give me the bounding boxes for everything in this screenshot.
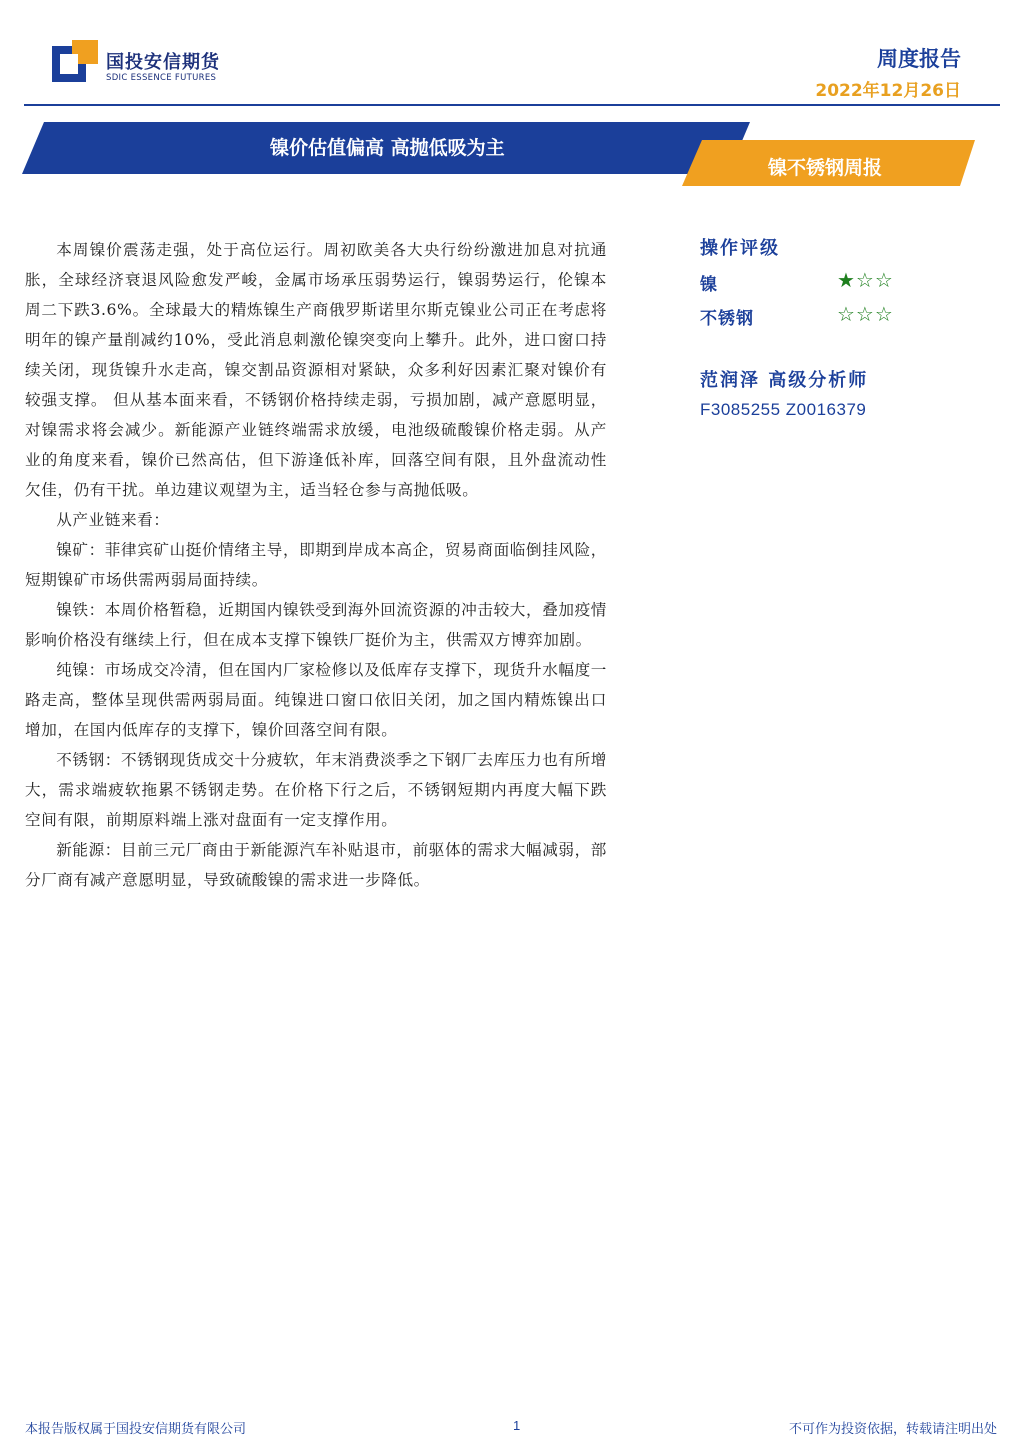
new-energy-paragraph: 新能源：目前三元厂商由于新能源汽车补贴退市，前驱体的需求大幅减弱，部分厂商有减产意愿明显，导致硫酸镍的需求进一步降低。 xyxy=(25,841,607,889)
rating-title: 操作评级 xyxy=(700,238,780,259)
rating-name: 不锈钢 xyxy=(700,309,754,329)
star-rating-icon: ★☆☆ xyxy=(837,268,894,292)
rating-row-nickel xyxy=(700,268,980,302)
company-logo-icon xyxy=(52,40,98,84)
footer-disclaimer: 不可作为投资依据，转载请注明出处 xyxy=(788,1421,997,1436)
header-divider xyxy=(24,104,1000,106)
nickel-ore-paragraph: 镍矿：菲律宾矿山挺价情绪主导，即期到岸成本高企，贸易商面临倒挂风险，短期镍矿市场供需两弱局面持续。 xyxy=(25,541,607,589)
industry-chain-intro: 从产业链来看： xyxy=(56,511,170,529)
page-number: 1 xyxy=(513,1418,521,1433)
rating-sidebar xyxy=(700,234,980,420)
report-date: 2022年12月26日 xyxy=(815,81,961,101)
summary-paragraph: 本周镍价震荡走强，处于高位运行。周初欧美各大央行纷纷激进加息对抗通胀，全球经济衰退风险愈发严峻，金属市场承压弱势运行，镍弱势运行，伦镍本周二下跌3.6%。全球最大的精炼镍生产商俄罗斯诺里尔斯克镍业公司正在考虑将明年的镍产量削减约10%，受此消息刺激伦镍突变向上攀升。此外，进口窗口持续关闭，现货镍升水走高，镍交割品资源相对紧缺，众多利好因素汇聚对镍价有较强支撑。 但从基本面来看，不锈钢价格持续走弱，亏损加剧，减产意愿明显，对镍需求将会减少。新能源产业链终端需求放缓，电池级硫酸镍价格走弱。从产业的角度来看，镍价已然高估，但下游逢低补库，回落空间有限，且外盘流动性欠佳，仍有干扰。单边建议观望为主，适当轻仓参与高抛低吸。 xyxy=(25,241,607,499)
analyst-registration: F3085255 Z0016379 xyxy=(700,400,867,419)
rating-name: 镍 xyxy=(700,275,718,295)
analyst-name: 范润泽 高级分析师 xyxy=(700,370,869,391)
report-body xyxy=(25,235,607,895)
rating-row-stainless xyxy=(700,302,980,336)
pure-nickel-paragraph: 纯镍：市场成交冷清，但在国内厂家检修以及低库存支撑下，现货升水幅度一路走高，整体呈现供需两弱局面。纯镍进口窗口依旧关闭，加之国内精炼镍出口增加，在国内低库存的支撑下，镍价回落空间有限。 xyxy=(25,661,607,739)
star-rating-icon: ☆☆☆ xyxy=(837,302,894,326)
footer-copyright: 本报告版权属于国投安信期货有限公司 xyxy=(25,1421,247,1436)
report-headline: 镍价估值偏高 高抛低吸为主 xyxy=(270,137,505,159)
report-series-tag: 镍不锈钢周报 xyxy=(768,157,883,179)
logo-english-name: SDIC ESSENCE FUTURES xyxy=(106,73,217,83)
stainless-steel-paragraph: 不锈钢：不锈钢现货成交十分疲软，年末消费淡季之下钢厂去库压力也有所增大，需求端疲软拖累不锈钢走势。在价格下行之后，不锈钢短期内再度大幅下跌空间有限，前期原料端上涨对盘面有一定支撑作用。 xyxy=(25,751,607,829)
logo-chinese-name: 国投安信期货 xyxy=(106,52,220,73)
nickel-pig-iron-paragraph: 镍铁：本周价格暂稳，近期国内镍铁受到海外回流资源的冲击较大，叠加疫情影响价格没有继续上行，但在成本支撑下镍铁厂挺价为主，供需双方博弈加剧。 xyxy=(25,601,607,649)
report-type-label: 周度报告 xyxy=(877,47,961,71)
